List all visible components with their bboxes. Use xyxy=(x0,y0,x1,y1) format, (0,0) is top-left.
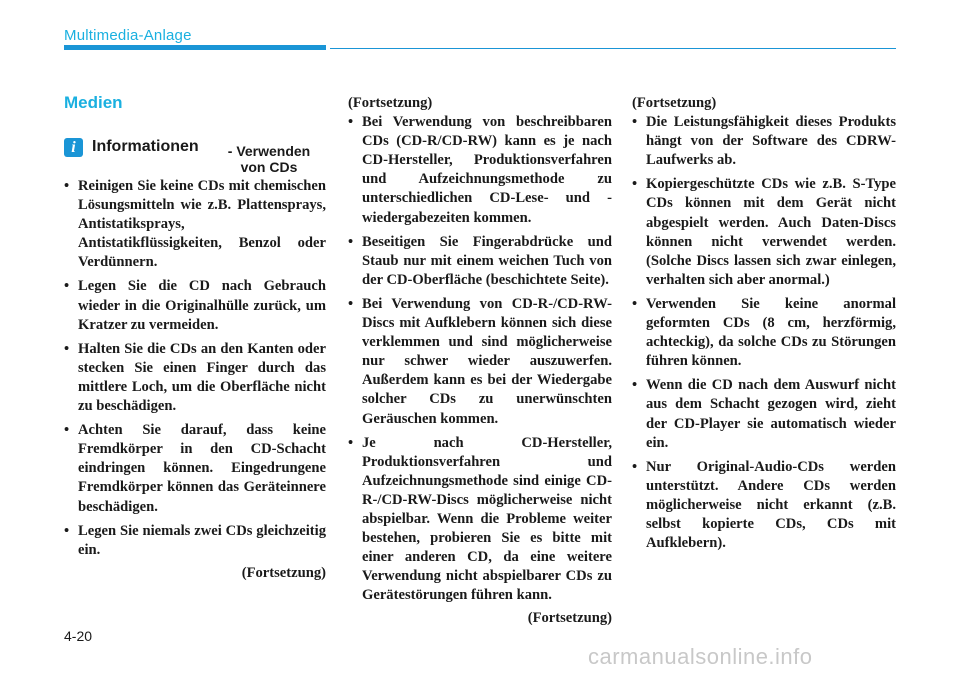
column-1 xyxy=(64,177,326,583)
bullet-list-2 xyxy=(348,113,612,605)
list-item: • Legen Sie die CD nach Gebrauch wieder in die Originalhülle zurück, um Kratzer zu vermeiden. xyxy=(64,278,326,333)
info-icon: i xyxy=(64,138,83,157)
bullet-list-3 xyxy=(632,113,896,553)
list-item: • Halten Sie die CDs an den Kanten oder stecken Sie einen Finger durch das mittlere Loch, um die Oberfläche nicht zu beschädigen. xyxy=(64,340,326,415)
continued-heading: (Fortsetzung) xyxy=(632,95,717,111)
list-item: • Nur Original-Audio-CDs werden unterstützt. Andere CDs werden möglicherweise nicht erkannt (z.B. selbst kopierte CDs, CDs mit Aufklebern). xyxy=(632,458,896,552)
header-rule xyxy=(330,48,896,49)
list-item: • Bei Verwendung von CD-R-/CD-RW-Discs mit Aufklebern können sich diese verklemmen und sind möglicherweise nur schwer wieder auszuwerfen. Außerdem kann es bei der Wiedergabe solcher CDs zu unerwünschten Geräuschen kommen. xyxy=(348,295,612,427)
list-item: • Reinigen Sie keine CDs mit chemischen Lösungsmitteln wie z.B. Plattensprays, Antistatiksprays, Antistatikflüssigkeiten, Benzol oder Verdünnern. xyxy=(64,178,326,271)
continued-note: (Fortsetzung) xyxy=(241,564,326,581)
page-number: 4-20 xyxy=(64,628,93,644)
list-item: • Legen Sie niemals zwei CDs gleichzeitig ein. xyxy=(64,522,326,558)
info-subheading xyxy=(214,143,324,175)
list-item: • Je nach CD-Hersteller, Produktionsverfahren und Aufzeichnungsmethode sind einige CD-R-/CD-RW-Discs möglicherweise nicht abspielbar. Wenn die Probleme weiter bestehen, probieren Sie es bitte mit einer anderen CD, da eine weitere Verwendung nicht abspielbarer CDs zu Gerätestörungen führen kann. xyxy=(348,434,612,604)
continued-heading: (Fortsetzung) xyxy=(348,95,433,111)
header-accent-bar xyxy=(64,45,326,50)
list-item: • Wenn die CD nach dem Auswurf nicht aus dem Schacht gezogen wird, zieht der CD-Player sie automatisch wieder ein. xyxy=(632,377,896,451)
page-title: Medien xyxy=(64,93,123,112)
list-item: • Bei Verwendung von beschreibbaren CDs (CD-R/CD-RW) kann es je nach CD-Hersteller, Produktionsverfahren und Aufzeichnungsmethode zu unterschiedlichen CD-Lese- und -wiedergabezeiten kommen. xyxy=(348,114,612,226)
info-sub-line1: - Verwenden xyxy=(227,143,311,159)
column-2 xyxy=(348,94,612,629)
list-item: • Beseitigen Sie Fingerabdrücke und Staub nur mit einem weichen Tuch von der CD-Oberfläche (beschichtete Seite). xyxy=(348,233,612,288)
list-item: • Verwenden Sie keine anormal geformten CDs (8 cm, herzförmig, achteckig), da solche CDs zu Störungen führen können. xyxy=(632,295,896,370)
column-3 xyxy=(632,94,896,558)
continued-note: (Fortsetzung) xyxy=(527,610,612,627)
section-header: Multimedia-Anlage xyxy=(64,27,192,44)
info-sub-line2: von CDs xyxy=(240,159,298,175)
bullet-list-1 xyxy=(64,177,326,560)
list-item: • Kopiergeschützte CDs wie z.B. S-Type CDs können mit dem Gerät nicht abgespielt werden. Auch Daten-Discs können nicht verwendet werden. (Solche Discs lassen sich zwar einlegen, verhalten sich aber anormal.) xyxy=(632,176,896,288)
watermark: carmanualsonline.info xyxy=(588,644,813,669)
info-heading: Informationen xyxy=(92,138,199,155)
list-item: • Die Leistungsfähigkeit dieses Produkts hängt von der Software des CDRW-Laufwerks ab. xyxy=(632,114,896,169)
list-item: • Achten Sie darauf, dass keine Fremdkörper in den CD-Schacht eindringen können. Eingedrungene Fremdkörper können das Geräteinnere beschädigen. xyxy=(64,422,326,515)
info-box xyxy=(64,138,334,178)
